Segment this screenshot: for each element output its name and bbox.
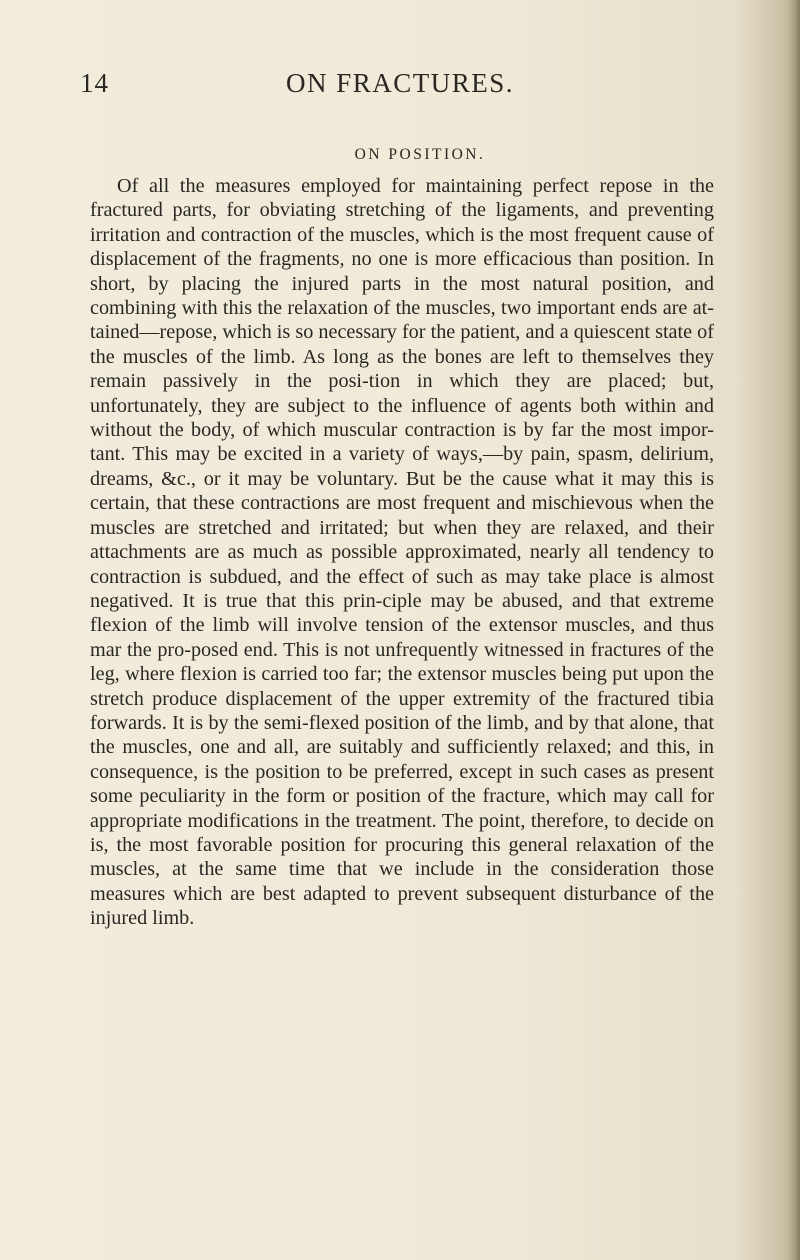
page-number: 14 bbox=[80, 68, 109, 98]
page-edge-shadow bbox=[788, 0, 800, 1260]
page-header bbox=[80, 68, 720, 108]
running-head: ON FRACTURES. bbox=[285, 68, 515, 98]
body-paragraph: Of all the measures employed for maintaining perfect repose in the fractured parts, for obviating stretching of the ligaments, and preventing irritation and contraction of the muscles, which is the most frequent cause of displacement of the fragments, no one is more efficacious than position. In short, by placing the injured parts in the most natural position, and combining with this the relaxation of the muscles, two important ends are at-tained—repose, which is so necessary for the patient, and a quiescent state of the muscles of the limb. As long as the bones are left to themselves they remain passively in the posi-tion in which they are placed; but, unfortunately, they are subject to the influence of agents both within and without the body, of which muscular contraction is by far the most impor-tant. This may be excited in a variety of ways,—by pain, spasm, delirium, dreams, &c., or it may be voluntary. But be the cause what it may this is certain, that these contractions are most frequent and mischievous when the muscles are stretched and irritated; but when they are relaxed, and their attachments are as much as possible approximated, nearly all tendency to contraction is subdued, and the effect of such as may take place is almost negatived. It is true that this prin-ciple may be abused, and that extreme flexion of the limb will involve tension of the extensor muscles, and thus mar the pro-posed end. This is not unfrequently witnessed in fractures of the leg, where flexion is carried too far; the extensor muscles being put upon the stretch produce displacement of the upper extremity of the fractured tibia forwards. It is by the semi-flexed position of the limb, and by that alone, that the muscles, one and all, are suitably and sufficiently relaxed; and this, in consequence, is the position to be preferred, except in such cases as present some peculiarity in the form or position of the fracture, which may call for appropriate modifications in the treatment. The point, therefore, to decide on is, the most favorable position for procuring this general relaxation of the muscles, at the same time that we include in the consideration those measures which are best adapted to prevent subsequent disturbance of the injured limb. bbox=[90, 175, 714, 930]
section-title: ON POSITION. bbox=[354, 146, 486, 163]
